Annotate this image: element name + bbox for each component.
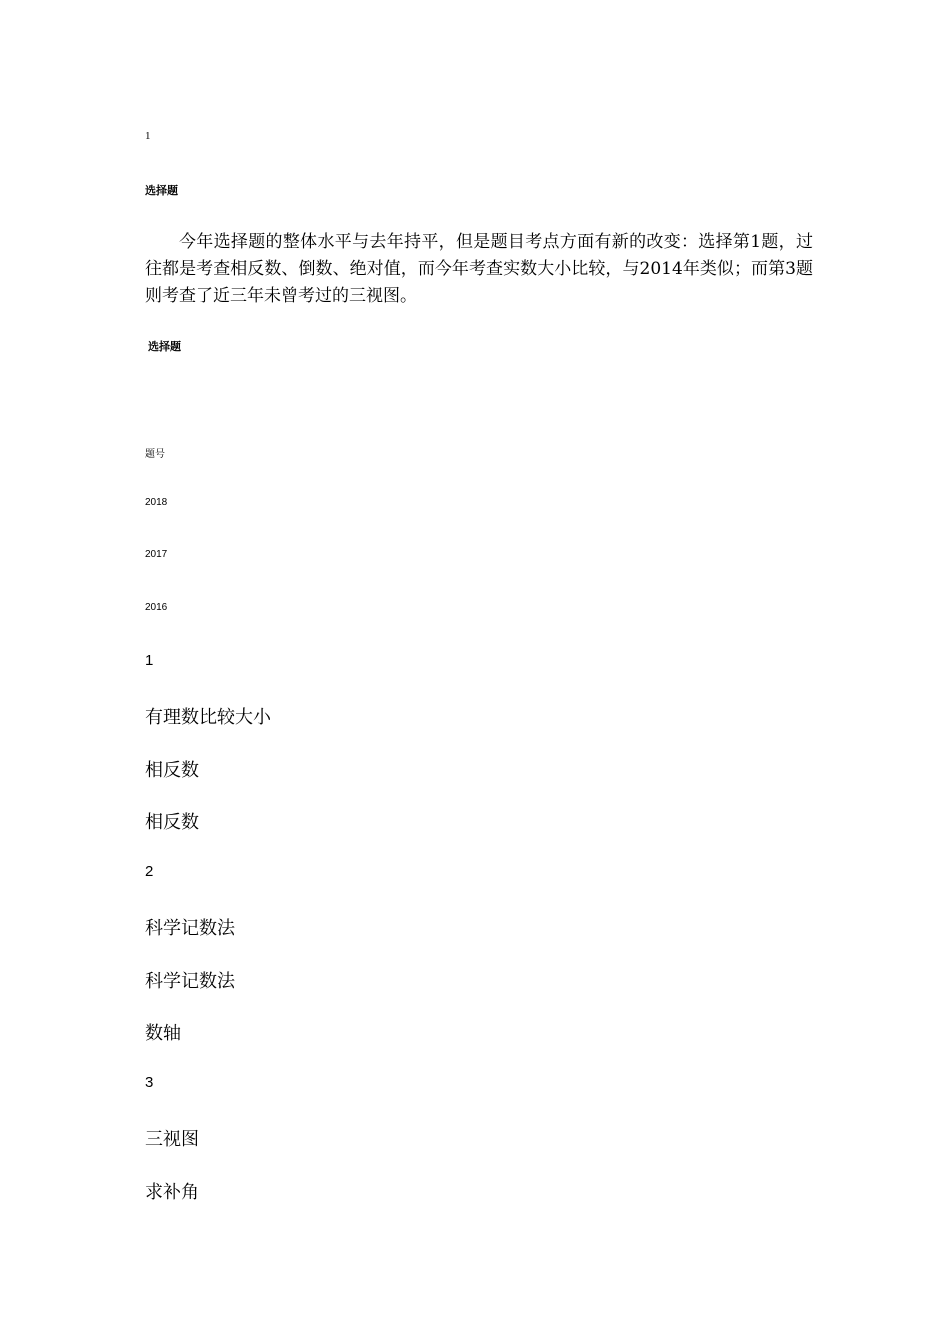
table-cell-row3-2017: 求补角 — [145, 1182, 199, 1203]
table-cell-row2-2016: 数轴 — [145, 1023, 181, 1044]
table-caption: 选择题 — [148, 340, 181, 353]
table-cell-row1-2016: 相反数 — [145, 812, 199, 833]
table-cell-row1-2017: 相反数 — [145, 760, 199, 781]
table-cell-row3-number: 3 — [145, 1074, 154, 1091]
table-cell-row2-2018: 科学记数法 — [145, 918, 235, 939]
table-header-2018: 2018 — [145, 497, 168, 508]
table-header-2016: 2016 — [145, 602, 168, 613]
table-cell-row2-2017: 科学记数法 — [145, 971, 235, 992]
section-heading: 选择题 — [145, 184, 178, 197]
table-cell-row3-2018: 三视图 — [145, 1129, 199, 1150]
page-number: 1 — [145, 130, 151, 142]
body-paragraph: 今年选择题的整体水平与去年持平，但是题目考点方面有新的改变：选择第1题，过往都是考查相反数、倒数、绝对值，而今年考查实数大小比较，与2014年类似；而第3题则考查了近三年未曾考过的三视图。 — [145, 232, 813, 306]
table-header-number: 题号 — [145, 449, 165, 460]
table-cell-row1-number: 1 — [145, 652, 154, 669]
table-cell-row1-2018: 有理数比较大小 — [145, 707, 271, 728]
table-cell-row2-number: 2 — [145, 863, 154, 880]
table-header-2017: 2017 — [145, 549, 168, 560]
